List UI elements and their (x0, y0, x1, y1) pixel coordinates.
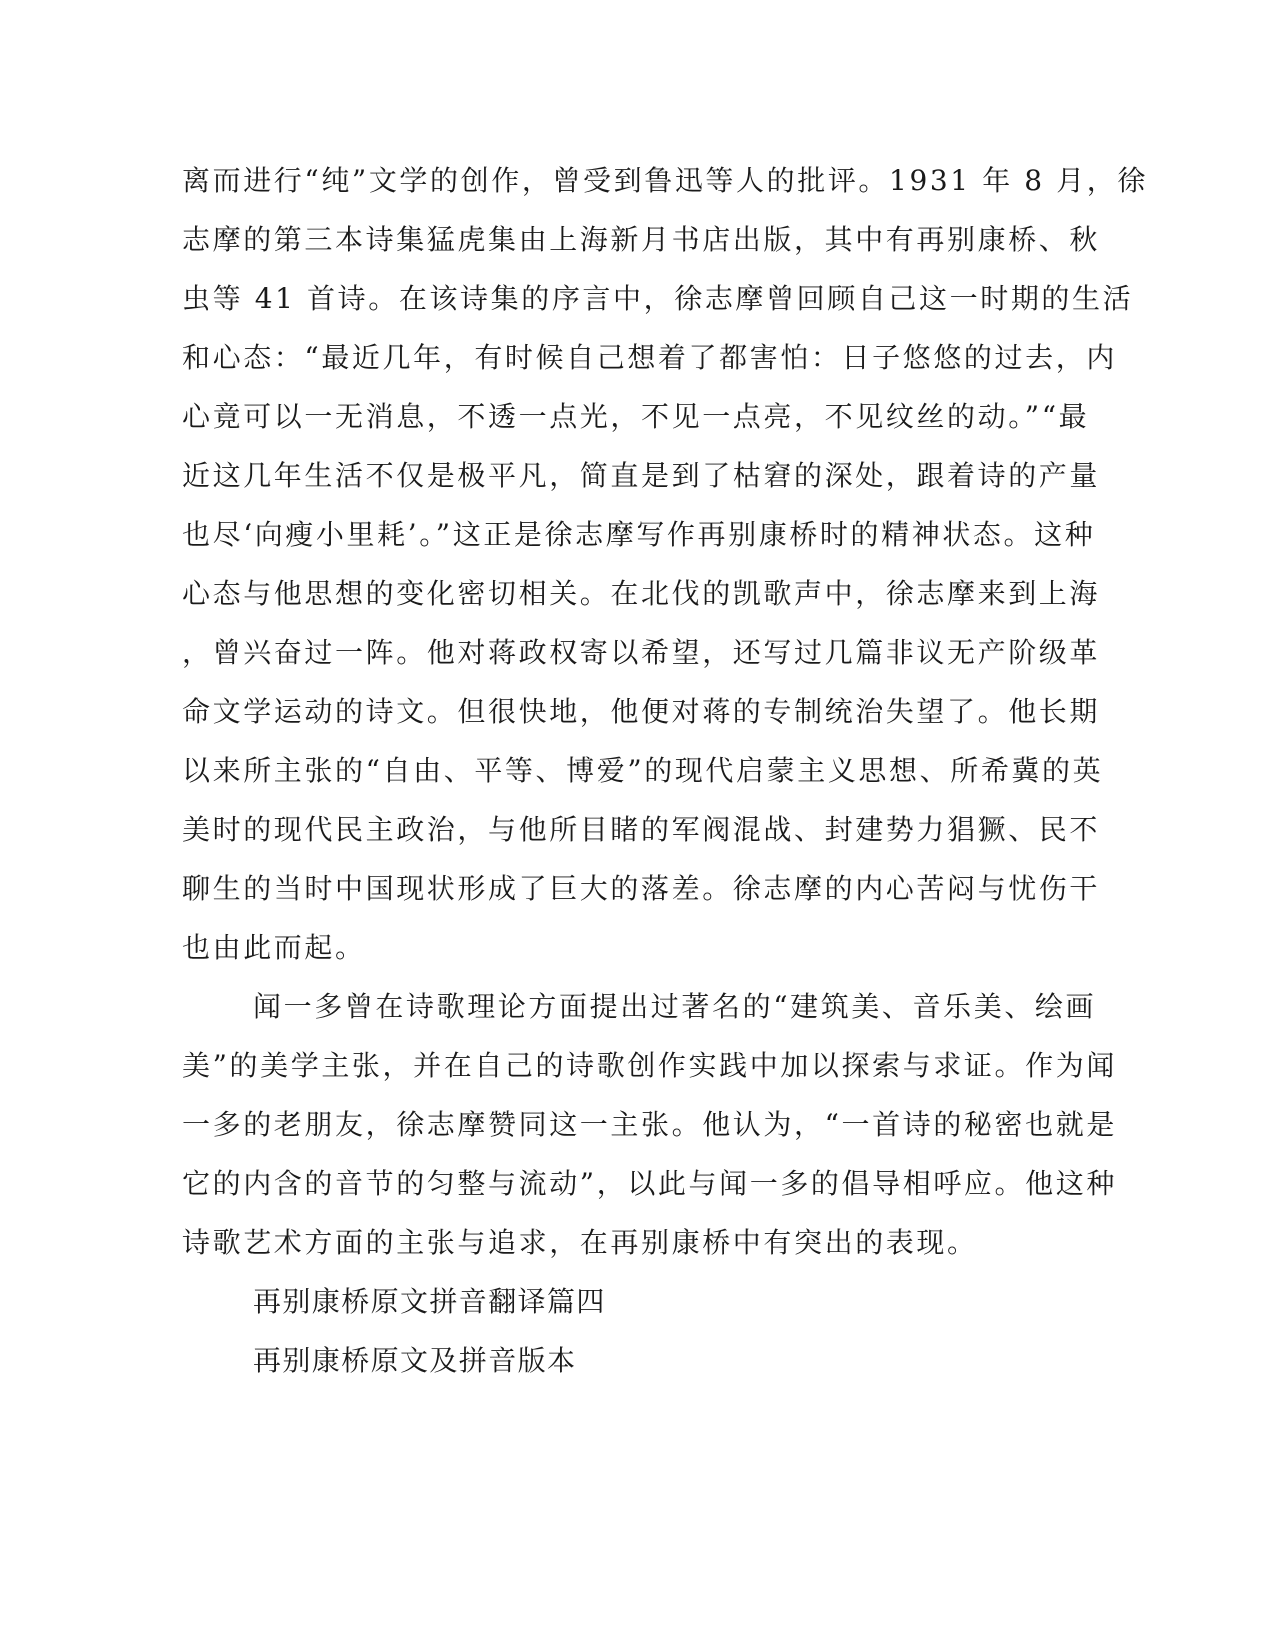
paragraph-1-line-11: 以来所主张的“自由、平等、博爱”的现代启蒙主义思想、所希冀的英 (182, 754, 1104, 787)
paragraph-2-line-3: 一多的老朋友，徐志摩赞同这一主张。他认为，“一首诗的秘密也就是 (182, 1108, 1117, 1141)
paragraph-2-line-4: 它的内含的音节的匀整与流动”，以此与闻一多的倡导相呼应。他这种 (182, 1167, 1117, 1200)
paragraph-1-line-6: 近这几年生活不仅是极平凡，简直是到了枯窘的深处，跟着诗的产量 (182, 459, 1101, 492)
paragraph-2-line-1: 闻一多曾在诗歌理论方面提出过著名的“建筑美、音乐美、绘画 (253, 990, 1097, 1023)
paragraph-2-line-5: 诗歌艺术方面的主张与追求，在再别康桥中有突出的表现。 (182, 1226, 978, 1259)
paragraph-1-line-12: 美时的现代民主政治，与他所目睹的军阀混战、封建势力猖獗、民不 (182, 813, 1101, 846)
paragraph-1-line-13: 聊生的当时中国现状形成了巨大的落差。徐志摩的内心苦闷与忧伤干 (182, 872, 1101, 905)
paragraph-1-line-4: 和心态：“最近几年，有时候自己想着了都害怕：日子悠悠的过去，内 (182, 341, 1117, 374)
paragraph-1-line-14: 也由此而起。 (182, 931, 366, 964)
paragraph-1-line-2: 志摩的第三本诗集猛虎集由上海新月书店出版，其中有再别康桥、秋 (182, 223, 1101, 256)
paragraph-2-line-2: 美”的美学主张，并在自己的诗歌创作实践中加以探索与求证。作为闻 (182, 1049, 1117, 1082)
section-heading-2: 再别康桥原文及拼音版本 (253, 1344, 577, 1377)
paragraph-1-line-7: 也尽‘向瘦小里耗’。”这正是徐志摩写作再别康桥时的精神状态。这种 (182, 518, 1096, 551)
paragraph-1-line-3: 虫等 41 首诗。在该诗集的序言中，徐志摩曾回顾自己这一时期的生活 (182, 282, 1134, 315)
paragraph-1-line-10: 命文学运动的诗文。但很快地，他便对蒋的专制统治失望了。他长期 (182, 695, 1101, 728)
paragraph-1-line-8: 心态与他思想的变化密切相关。在北伐的凯歌声中，徐志摩来到上海 (182, 577, 1101, 610)
paragraph-1-line-9: ，曾兴奋过一阵。他对蒋政权寄以希望，还写过几篇非议无产阶级革 (182, 636, 1101, 669)
paragraph-1-line-1: 离而进行“纯”文学的创作，曾受到鲁迅等人的批评。1931 年 8 月，徐 (182, 164, 1149, 197)
paragraph-1-line-5: 心竟可以一无消息，不透一点光，不见一点亮，不见纹丝的动。”“最 (182, 400, 1090, 433)
section-heading-1: 再别康桥原文拼音翻译篇四 (253, 1285, 606, 1318)
